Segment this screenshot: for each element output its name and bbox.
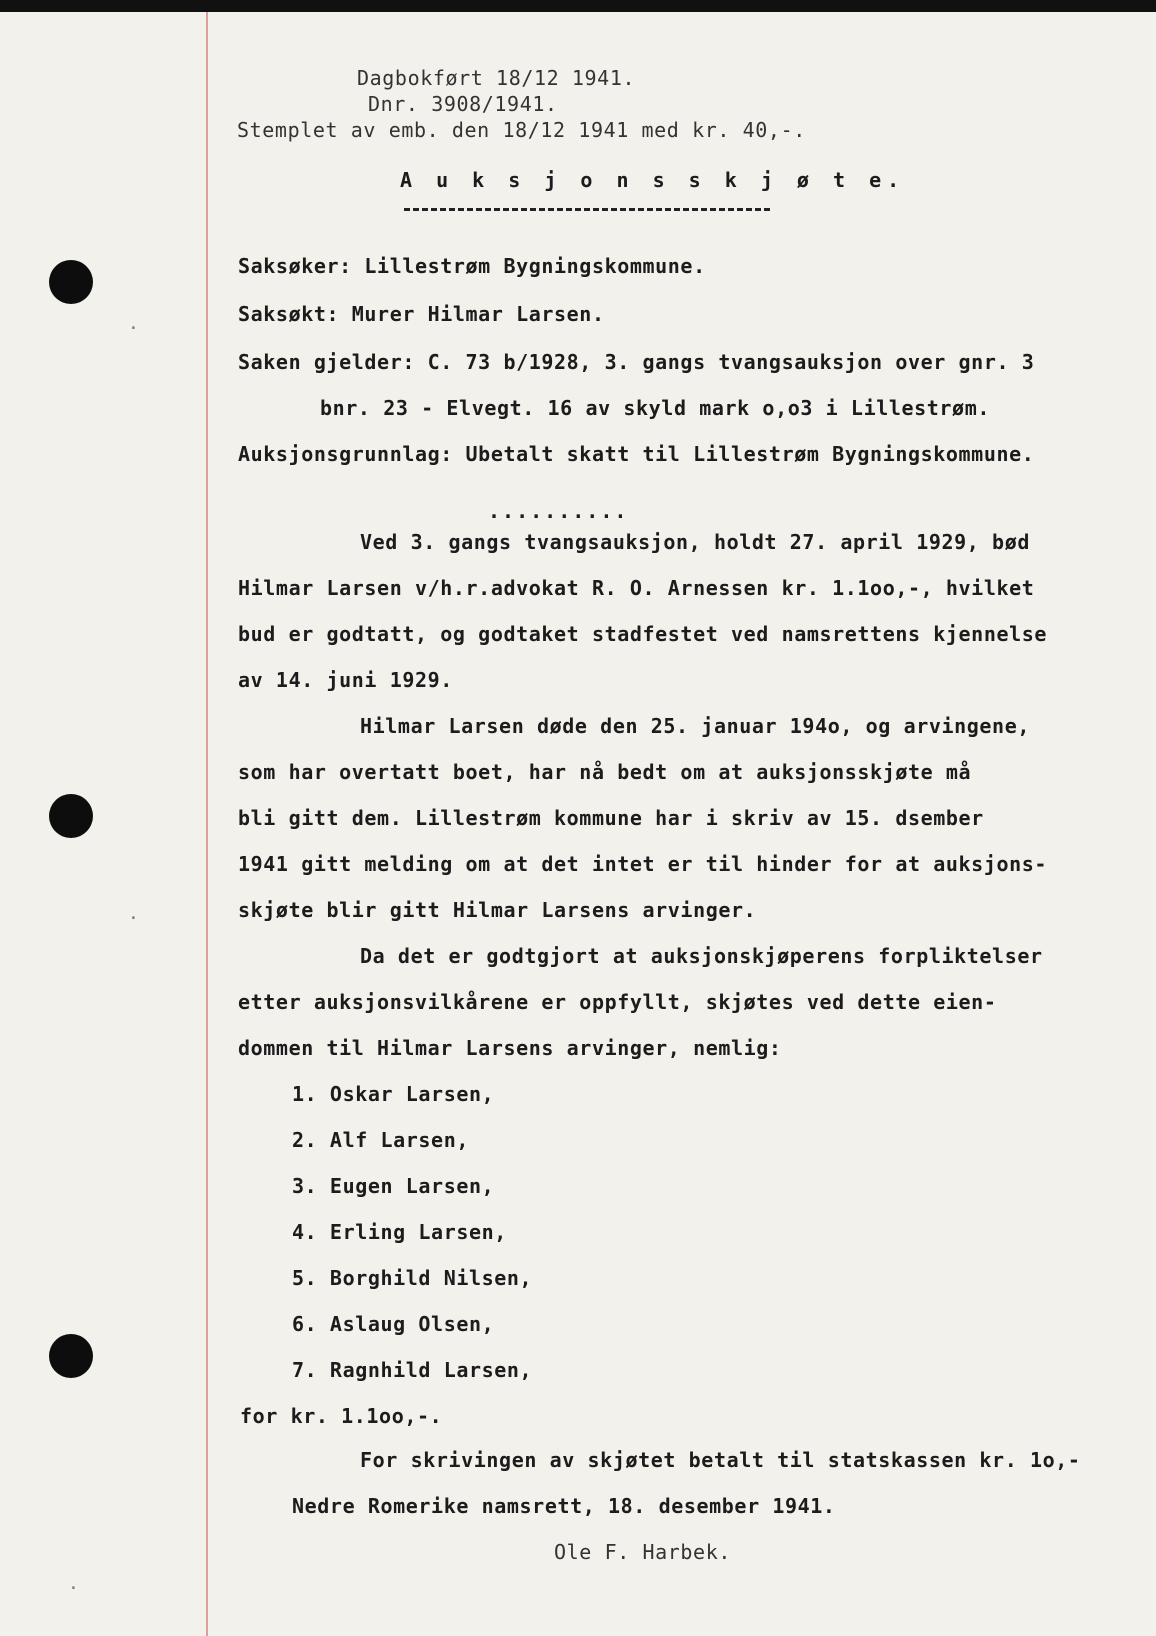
paragraph-line: Da det er godtgjort at auksjonskjøperens forpliktelser — [360, 944, 1043, 968]
heir-item: 5. Borghild Nilsen, — [292, 1266, 533, 1290]
case-subject-cont: bnr. 23 - Elvegt. 16 av skyld mark o,o3 i Lillestrøm. — [320, 396, 990, 420]
punch-hole — [49, 1334, 93, 1378]
scan-mark: · — [128, 318, 139, 339]
paragraph-line: bli gitt dem. Lillestrøm kommune har i skriv av 15. dsember — [238, 806, 984, 830]
paragraph-line: av 14. juni 1929. — [238, 668, 453, 692]
title-underline — [404, 208, 770, 211]
heir-item: 1. Oskar Larsen, — [292, 1082, 495, 1106]
document-page — [0, 12, 1156, 1636]
heir-item: 2. Alf Larsen, — [292, 1128, 469, 1152]
header-stamp: Stemplet av emb. den 18/12 1941 med kr. 40,-. — [237, 118, 806, 142]
document-title: A u k s j o n s s k j ø t e. — [400, 168, 906, 192]
paragraph-line: 1941 gitt melding om at det intet er til hinder for at auksjons- — [238, 852, 1048, 876]
header-dnr: Dnr. 3908/1941. — [368, 92, 558, 116]
punch-hole — [49, 260, 93, 304]
scan-mark: · — [68, 1578, 79, 1599]
header-journal: Dagbokført 18/12 1941. — [357, 66, 636, 90]
paragraph-line: dommen til Hilmar Larsens arvinger, nemlig: — [238, 1036, 782, 1060]
price: for kr. 1.1oo,-. — [240, 1404, 443, 1428]
paragraph-line: Ved 3. gangs tvangsauksjon, holdt 27. april 1929, bød — [360, 530, 1030, 554]
heir-item: 6. Aslaug Olsen, — [292, 1312, 495, 1336]
scan-mark: · — [128, 908, 139, 929]
signature: Ole F. Harbek. — [554, 1540, 731, 1564]
heir-item: 3. Eugen Larsen, — [292, 1174, 495, 1198]
paragraph-line: som har overtatt boet, har nå bedt om at auksjonsskjøte må — [238, 760, 972, 784]
paragraph-line: Hilmar Larsen v/h.r.advokat R. O. Arnessen kr. 1.1oo,-, hvilket — [238, 576, 1035, 600]
punch-hole — [49, 794, 93, 838]
defendant: Saksøkt: Murer Hilmar Larsen. — [238, 302, 605, 326]
fee-statement: For skrivingen av skjøtet betalt til statskassen kr. 1o,- — [360, 1448, 1081, 1472]
margin-line — [206, 12, 208, 1636]
plaintiff: Saksøker: Lillestrøm Bygningskommune. — [238, 254, 706, 278]
heir-item: 4. Erling Larsen, — [292, 1220, 507, 1244]
paragraph-line: bud er godtatt, og godtaket stadfestet ved namsrettens kjennelse — [238, 622, 1048, 646]
case-subject: Saken gjelder: C. 73 b/1928, 3. gangs tvangsauksjon over gnr. 3 — [238, 350, 1035, 374]
separator: .......... — [488, 499, 629, 523]
heir-item: 7. Ragnhild Larsen, — [292, 1358, 533, 1382]
paragraph-line: Hilmar Larsen døde den 25. januar 194o, og arvingene, — [360, 714, 1030, 738]
auction-basis: Auksjonsgrunnlag: Ubetalt skatt til Lillestrøm Bygningskommune. — [238, 442, 1035, 466]
place-date: Nedre Romerike namsrett, 18. desember 1941. — [292, 1494, 836, 1518]
paragraph-line: skjøte blir gitt Hilmar Larsens arvinger. — [238, 898, 757, 922]
paragraph-line: etter auksjonsvilkårene er oppfyllt, skjøtes ved dette eien- — [238, 990, 997, 1014]
